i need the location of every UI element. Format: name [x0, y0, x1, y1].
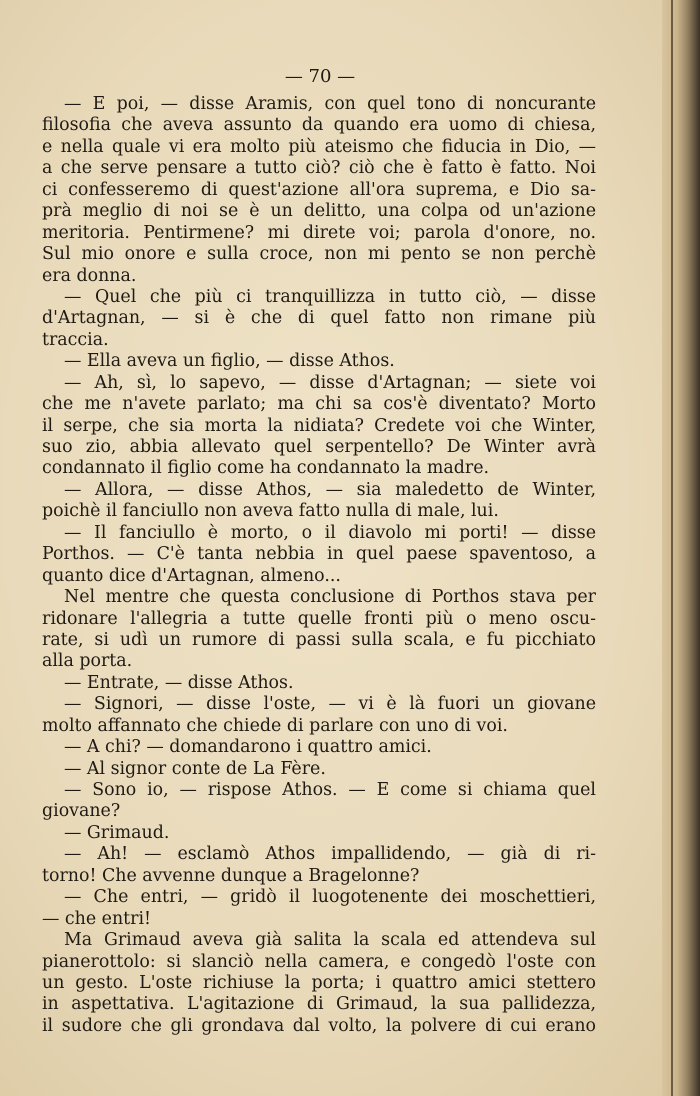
text-line: — Signori, — disse l'oste, — vi è là fuori un giovane	[64, 694, 596, 715]
text-line: — Ah, sì, lo sapevo, — disse d'Artagnan; — siete voi	[64, 372, 596, 393]
text-line: — Al signor conte de La Fère.	[64, 758, 326, 779]
text-line: un gesto. L'oste richiuse la porta; i quattro amici stettero	[42, 972, 596, 993]
text-line: filosofia che aveva assunto da quando era uomo di chiesa,	[42, 115, 596, 136]
text-line: — Quel che più ci tranquillizza in tutto ciò, — disse	[64, 286, 596, 307]
text-line: molto affannato che chiede di parlare con uno di voi.	[42, 715, 508, 736]
text-line: prà meglio di noi se è un delitto, una colpa od un'azione	[42, 201, 596, 222]
text-line: — Ella aveva un figlio, — disse Athos.	[64, 351, 395, 372]
text-line: il serpe, che sia morta la nidiata? Credete voi che Winter,	[42, 415, 596, 436]
text-line: pianerottolo: si slanciò nella camera, e congedò l'oste con	[42, 951, 596, 972]
text-line: Sul mio onore e sulla croce, non mi pento se non perchè	[42, 244, 596, 265]
text-line: — che entri!	[42, 908, 152, 929]
page-text	[42, 94, 596, 1037]
text-line: — E poi, — disse Aramis, con quel tono di noncurante	[64, 94, 596, 114]
text-line: Nel mentre che questa conclusione di Porthos stava per	[64, 587, 596, 608]
book-gutter-line	[671, 0, 673, 1096]
text-line: ridonare l'allegria a tutte quelle fronti più o meno oscu-	[42, 608, 596, 629]
text-line: torno! Che avvenne dunque a Bragelonne?	[42, 865, 420, 886]
text-line: — Sono io, — rispose Athos. — E come si chiama quel	[64, 780, 596, 800]
text-line: rate, si udì un rumore di passi sulla scala, e fu picchiato	[42, 629, 596, 650]
text-line: — Grimaud.	[64, 822, 170, 843]
book-spine-shadow	[662, 0, 700, 1096]
text-line: quanto dice d'Artagnan, almeno...	[42, 565, 341, 586]
text-line: il sudore che gli grondava dal volto, la polvere di cui erano	[42, 1015, 596, 1036]
text-line: che me n'avete parlato; ma chi sa cos'è diventato? Morto	[42, 394, 596, 415]
text-line: — Ah! — esclamò Athos impallidendo, — già di ri-	[64, 844, 596, 865]
text-line: poichè il fanciullo non aveva fatto nulla di male, lui.	[42, 501, 499, 522]
text-line: meritoria. Pentirmene? mi direte voi; parola d'onore, no.	[42, 222, 596, 243]
text-line: suo zio, abbia allevato quel serpentello? De Winter avrà	[42, 437, 596, 457]
text-line: Porthos. — C'è tanta nebbia in quel paese spaventoso, a	[42, 544, 596, 565]
text-line: giovane?	[42, 801, 121, 822]
text-line: — Il fanciullo è morto, o il diavolo mi porti! — disse	[64, 522, 596, 543]
text-line: — Entrate, — disse Athos.	[64, 672, 294, 693]
text-line: traccia.	[42, 329, 109, 350]
text-line: d'Artagnan, — si è che di quel fatto non rimane più	[42, 308, 596, 329]
text-line: era donna.	[42, 265, 137, 286]
page-number: — 70 —	[284, 66, 356, 87]
text-line: e nella quale vi era molto più ateismo che fiducia in Dio, —	[42, 136, 596, 157]
text-line: — A chi? — domandarono i quattro amici.	[64, 737, 432, 758]
text-line: condannato il figlio come ha condannato la madre.	[42, 458, 490, 479]
text-line: Ma Grimaud aveva già salita la scala ed attendeva sul	[64, 930, 596, 951]
text-line: in aspettativa. L'agitazione di Grimaud, la sua pallidezza,	[42, 994, 596, 1015]
text-line: alla porta.	[42, 651, 133, 672]
text-line: a che serve pensare a tutto ciò? ciò che è fatto è fatto. Noi	[42, 158, 596, 179]
text-line: ci confesseremo di quest'azione all'ora suprema, e Dio sa-	[42, 179, 596, 200]
text-line: — Allora, — disse Athos, — sia maledetto de Winter,	[64, 479, 596, 500]
text-line: — Che entri, — gridò il luogotenente dei moschettieri,	[64, 887, 596, 908]
